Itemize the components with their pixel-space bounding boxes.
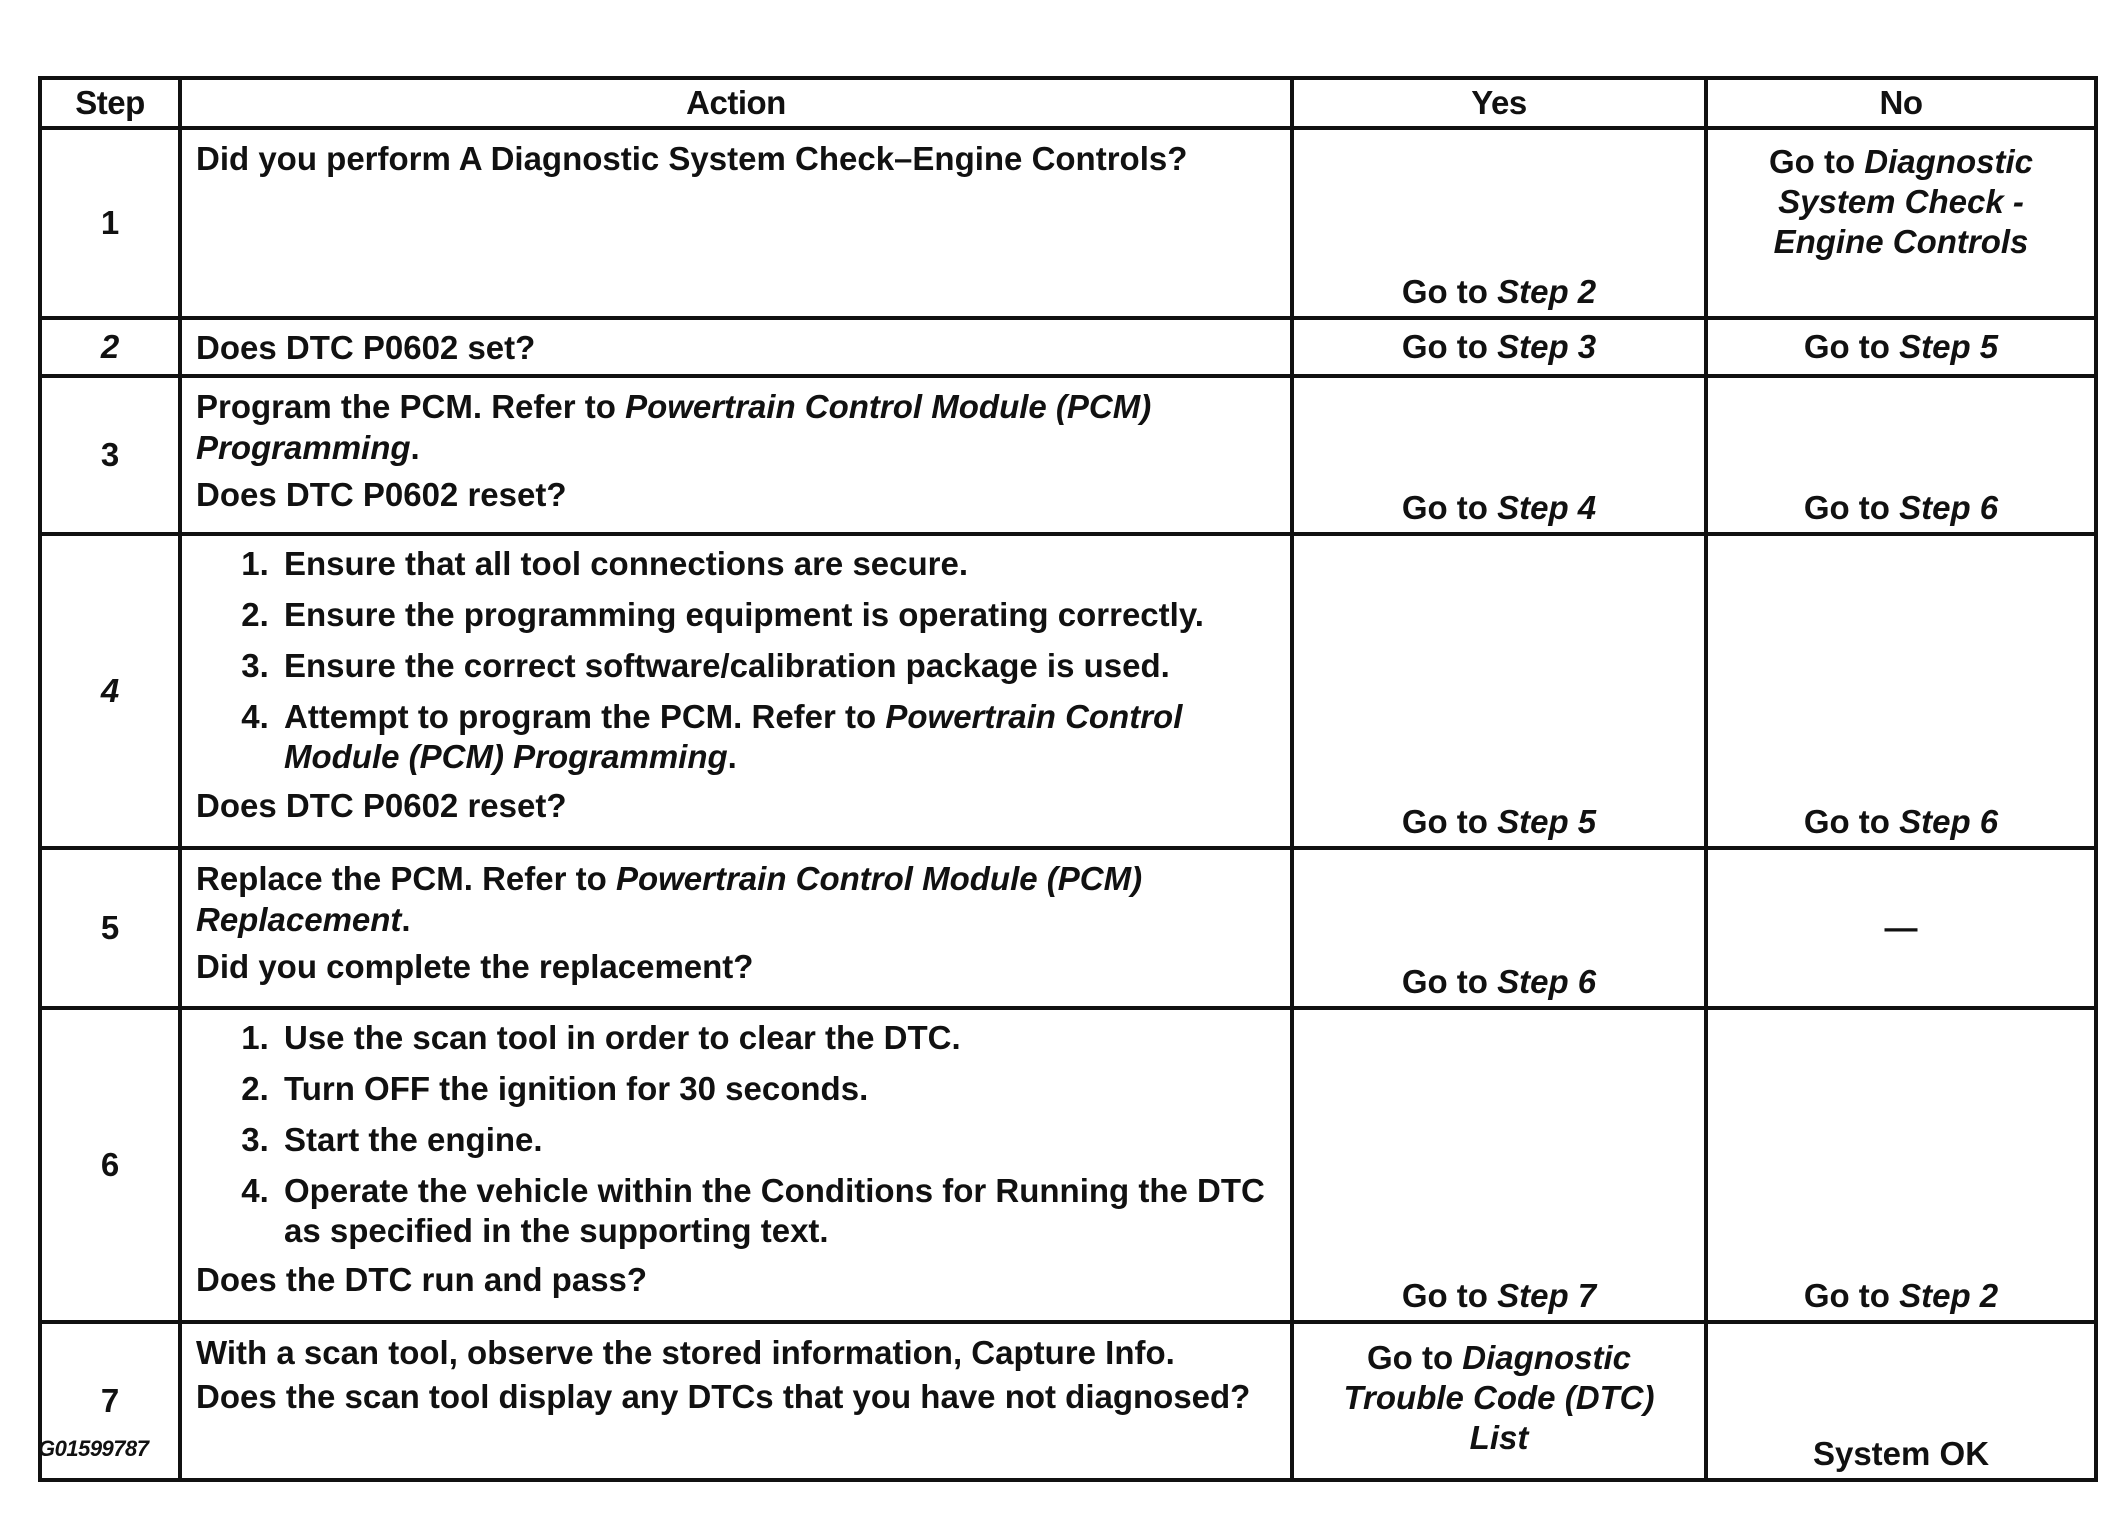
action-text: With a scan tool, observe the stored information, Capture Info. bbox=[196, 1334, 1175, 1371]
goto-link[interactable]: Step 4 bbox=[1497, 489, 1597, 526]
action-text: Did you perform A Diagnostic System Check–Engine Controls? bbox=[196, 140, 1188, 177]
header-no: No bbox=[1706, 78, 2096, 128]
table-row bbox=[40, 1008, 2096, 1322]
action-instruction: Program the PCM. Refer to Powertrain Control Module (PCM) Programming. bbox=[196, 388, 1152, 466]
goto-link[interactable]: Diagnostic Trouble Code (DTC) List bbox=[1343, 1339, 1655, 1456]
header-step: Step bbox=[40, 78, 180, 128]
action-question: Does DTC P0602 reset? bbox=[196, 787, 567, 824]
step-number: 4 bbox=[40, 534, 180, 848]
action-text: Does DTC P0602 set? bbox=[196, 328, 536, 366]
goto-link[interactable]: Step 5 bbox=[1899, 328, 1999, 365]
table-row bbox=[40, 848, 2096, 1008]
yes-cell bbox=[1292, 1322, 1706, 1480]
goto-prefix: Go to bbox=[1401, 1277, 1498, 1314]
list-item: 4. Operate the vehicle within the Conditions for Running the DTC as specified in the supporting text. bbox=[278, 1171, 1276, 1251]
action-cell bbox=[180, 534, 1292, 848]
goto-link[interactable]: Diagnostic System Check - Engine Controls bbox=[1773, 143, 2033, 260]
goto-link[interactable]: Step 2 bbox=[1497, 273, 1597, 310]
table-row bbox=[40, 318, 2096, 376]
yes-cell bbox=[1292, 318, 1706, 376]
goto-link[interactable]: Step 3 bbox=[1497, 328, 1597, 365]
no-text: System OK bbox=[1812, 1435, 1990, 1472]
yes-cell bbox=[1292, 1008, 1706, 1322]
goto-prefix: Go to bbox=[1401, 489, 1498, 526]
goto-prefix: Go to bbox=[1803, 328, 1900, 365]
goto-prefix: Go to bbox=[1401, 963, 1498, 1000]
action-steps-list bbox=[196, 1018, 1276, 1251]
step-number: 7 bbox=[40, 1322, 180, 1480]
action-instruction: Replace the PCM. Refer to Powertrain Control Module (PCM) Replacement. bbox=[196, 860, 1143, 938]
no-cell bbox=[1706, 376, 2096, 534]
no-cell bbox=[1706, 1008, 2096, 1322]
goto-link[interactable]: Step 6 bbox=[1497, 963, 1597, 1000]
goto-prefix: Go to bbox=[1401, 273, 1498, 310]
action-intro: Program the PCM. Refer to bbox=[196, 388, 626, 425]
list-item: 2. Turn OFF the ignition for 30 seconds. bbox=[278, 1069, 1276, 1109]
table-row bbox=[40, 1322, 2096, 1480]
action-cell bbox=[180, 376, 1292, 534]
list-item: 1. Ensure that all tool connections are secure. bbox=[278, 544, 1276, 584]
goto-link[interactable]: Step 6 bbox=[1899, 803, 1999, 840]
procedure-reference[interactable]: Powertrain Control Module (PCM) Programming bbox=[196, 388, 1152, 466]
yes-cell bbox=[1292, 376, 1706, 534]
list-item: 3. Ensure the correct software/calibration package is used. bbox=[278, 646, 1276, 686]
step-number: 3 bbox=[40, 376, 180, 534]
header-row bbox=[40, 78, 2096, 128]
goto-link[interactable]: Step 7 bbox=[1497, 1277, 1597, 1314]
goto-prefix: Go to bbox=[1768, 143, 1865, 180]
action-question: Does DTC P0602 reset? bbox=[196, 476, 567, 513]
action-question: Does the DTC run and pass? bbox=[196, 1261, 648, 1298]
goto-prefix: Go to bbox=[1803, 1277, 1900, 1314]
no-text: — bbox=[1884, 909, 1918, 946]
no-cell bbox=[1706, 1322, 2096, 1480]
table-row bbox=[40, 128, 2096, 318]
table-row bbox=[40, 376, 2096, 534]
step-number: 1 bbox=[40, 128, 180, 318]
goto-prefix: Go to bbox=[1366, 1339, 1463, 1376]
yes-cell bbox=[1292, 128, 1706, 318]
goto-prefix: Go to bbox=[1803, 803, 1900, 840]
yes-cell bbox=[1292, 848, 1706, 1008]
no-cell bbox=[1706, 848, 2096, 1008]
yes-cell bbox=[1292, 534, 1706, 848]
action-steps-list bbox=[196, 544, 1276, 777]
action-cell bbox=[180, 1322, 1292, 1480]
no-cell bbox=[1706, 128, 2096, 318]
header-action: Action bbox=[180, 78, 1292, 128]
no-cell bbox=[1706, 534, 2096, 848]
action-cell bbox=[180, 1008, 1292, 1322]
action-intro: Replace the PCM. Refer to bbox=[196, 860, 616, 897]
action-question: Did you complete the replacement? bbox=[196, 948, 754, 985]
goto-link[interactable]: Step 5 bbox=[1497, 803, 1597, 840]
action-question: Does the scan tool display any DTCs that you have not diagnosed? bbox=[196, 1378, 1251, 1415]
list-item: 3. Start the engine. bbox=[278, 1120, 1276, 1160]
figure-id: G01599787 bbox=[38, 1436, 149, 1461]
list-item: 4. Attempt to program the PCM. Refer to Powertrain Control Module (PCM) Programming. bbox=[278, 697, 1276, 777]
goto-prefix: Go to bbox=[1401, 803, 1498, 840]
item-text: Attempt to program the PCM. Refer to bbox=[284, 698, 886, 735]
no-cell bbox=[1706, 318, 2096, 376]
table-row bbox=[40, 534, 2096, 848]
goto-link[interactable]: Step 2 bbox=[1899, 1277, 1999, 1314]
list-item: 1. Use the scan tool in order to clear the DTC. bbox=[278, 1018, 1276, 1058]
step-number: 2 bbox=[40, 318, 180, 376]
header-yes: Yes bbox=[1292, 78, 1706, 128]
procedure-reference[interactable]: Powertrain Control Module (PCM) Replacement bbox=[196, 860, 1143, 938]
action-cell bbox=[180, 848, 1292, 1008]
goto-link[interactable]: Step 6 bbox=[1899, 489, 1999, 526]
action-cell bbox=[180, 318, 1292, 376]
step-number: 5 bbox=[40, 848, 180, 1008]
step-number: 6 bbox=[40, 1008, 180, 1322]
diagnostic-table bbox=[38, 76, 2098, 1482]
goto-prefix: Go to bbox=[1803, 489, 1900, 526]
list-item: 2. Ensure the programming equipment is operating correctly. bbox=[278, 595, 1276, 635]
goto-prefix: Go to bbox=[1401, 328, 1498, 365]
procedure-reference[interactable]: Powertrain Control Module (PCM) Programming bbox=[284, 698, 1183, 775]
action-cell bbox=[180, 128, 1292, 318]
